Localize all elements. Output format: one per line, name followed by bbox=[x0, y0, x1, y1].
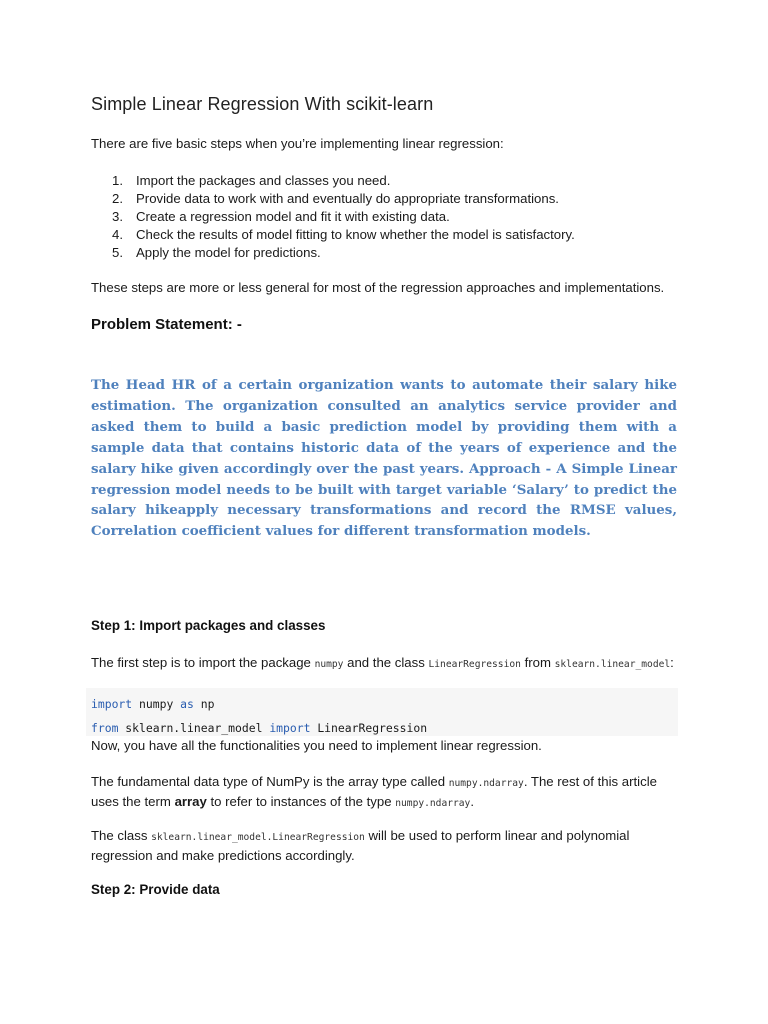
list-item bbox=[112, 244, 575, 262]
list-item bbox=[112, 190, 575, 208]
text-run: . The rest of this article uses the term bbox=[91, 774, 657, 809]
list-item-text: Provide data to work with and eventually do appropriate transformations. bbox=[136, 191, 559, 206]
bold-term: array bbox=[174, 794, 207, 809]
text-run: and the class bbox=[343, 655, 429, 670]
functionalities-note: Now, you have all the functionalities you need to implement linear regression. bbox=[91, 738, 542, 753]
step2-heading: Step 2: Provide data bbox=[91, 882, 220, 897]
inline-code: LinearRegression bbox=[428, 659, 521, 670]
text-run: from bbox=[520, 655, 555, 670]
text-run: will be used to perform linear and polynomial regression and make predictions accordingly. bbox=[91, 828, 630, 863]
inline-code: numpy.ndarray bbox=[395, 798, 471, 809]
general-note: These steps are more or less general for most of the regression approaches and implementations. bbox=[91, 280, 665, 295]
code-text: sklearn.linear_model bbox=[118, 721, 270, 735]
code-keyword: import bbox=[269, 721, 311, 735]
code-text: np bbox=[193, 697, 215, 711]
list-item bbox=[112, 226, 575, 244]
code-keyword: from bbox=[91, 721, 119, 735]
text-run: . bbox=[470, 794, 475, 809]
list-item-number: 2. bbox=[112, 191, 123, 206]
step1-heading: Step 1: Import packages and classes bbox=[91, 618, 326, 633]
inline-code: sklearn.linear_model.LinearRegression bbox=[151, 832, 365, 843]
text-run: to refer to instances of the type bbox=[206, 794, 396, 809]
text-run: : bbox=[670, 655, 674, 670]
code-line bbox=[91, 697, 214, 711]
import-instructions bbox=[91, 654, 681, 674]
list-item-text: Create a regression model and fit it with existing data. bbox=[136, 209, 450, 224]
intro-text: There are five basic steps when you’re implementing linear regression: bbox=[91, 136, 504, 151]
code-line bbox=[91, 721, 427, 735]
numpy-array-paragraph bbox=[91, 773, 681, 813]
code-keyword: import bbox=[91, 697, 133, 711]
inline-code: numpy.ndarray bbox=[448, 778, 524, 789]
code-block bbox=[86, 688, 678, 736]
list-item-number: 4. bbox=[112, 227, 123, 242]
text-run: The fundamental data type of NumPy is the array type called bbox=[91, 774, 449, 789]
list-item-number: 1. bbox=[112, 173, 123, 188]
list-item-text: Import the packages and classes you need. bbox=[136, 173, 391, 188]
list-item-text: Check the results of model fitting to know whether the model is satisfactory. bbox=[136, 227, 575, 242]
list-item bbox=[112, 208, 575, 226]
page-title: Simple Linear Regression With scikit-learn bbox=[91, 94, 434, 114]
list-item bbox=[112, 172, 575, 190]
problem-statement-heading: Problem Statement: - bbox=[91, 316, 242, 333]
list-item-text: Apply the model for predictions. bbox=[136, 245, 321, 260]
text-run: The first step is to import the package bbox=[91, 655, 315, 670]
inline-code: sklearn.linear_model bbox=[554, 659, 671, 670]
list-item-number: 3. bbox=[112, 209, 123, 224]
inline-code: numpy bbox=[314, 659, 344, 670]
linear-regression-class-paragraph bbox=[91, 827, 681, 865]
steps-list bbox=[112, 172, 575, 262]
list-item-number: 5. bbox=[112, 245, 123, 260]
text-run: The class bbox=[91, 828, 152, 843]
problem-statement-body: The Head HR of a certain organization wants to automate their salary hike estimation. The organization consulted an analytics service provider and asked them to build a basic prediction model by providing them with a sample data that contains historic data of the years of experience and the salary hike given accordingly over the past years. Approach - A Simple Linear regression model needs to be built with target variable ‘Salary’ to predict the salary hikeapply necessary transformations and record the RMSE values, Correlation coefficient values for different transformation models. bbox=[91, 377, 677, 540]
code-text: LinearRegression bbox=[310, 721, 428, 735]
code-keyword: as bbox=[180, 697, 194, 711]
code-text: numpy bbox=[132, 697, 181, 711]
